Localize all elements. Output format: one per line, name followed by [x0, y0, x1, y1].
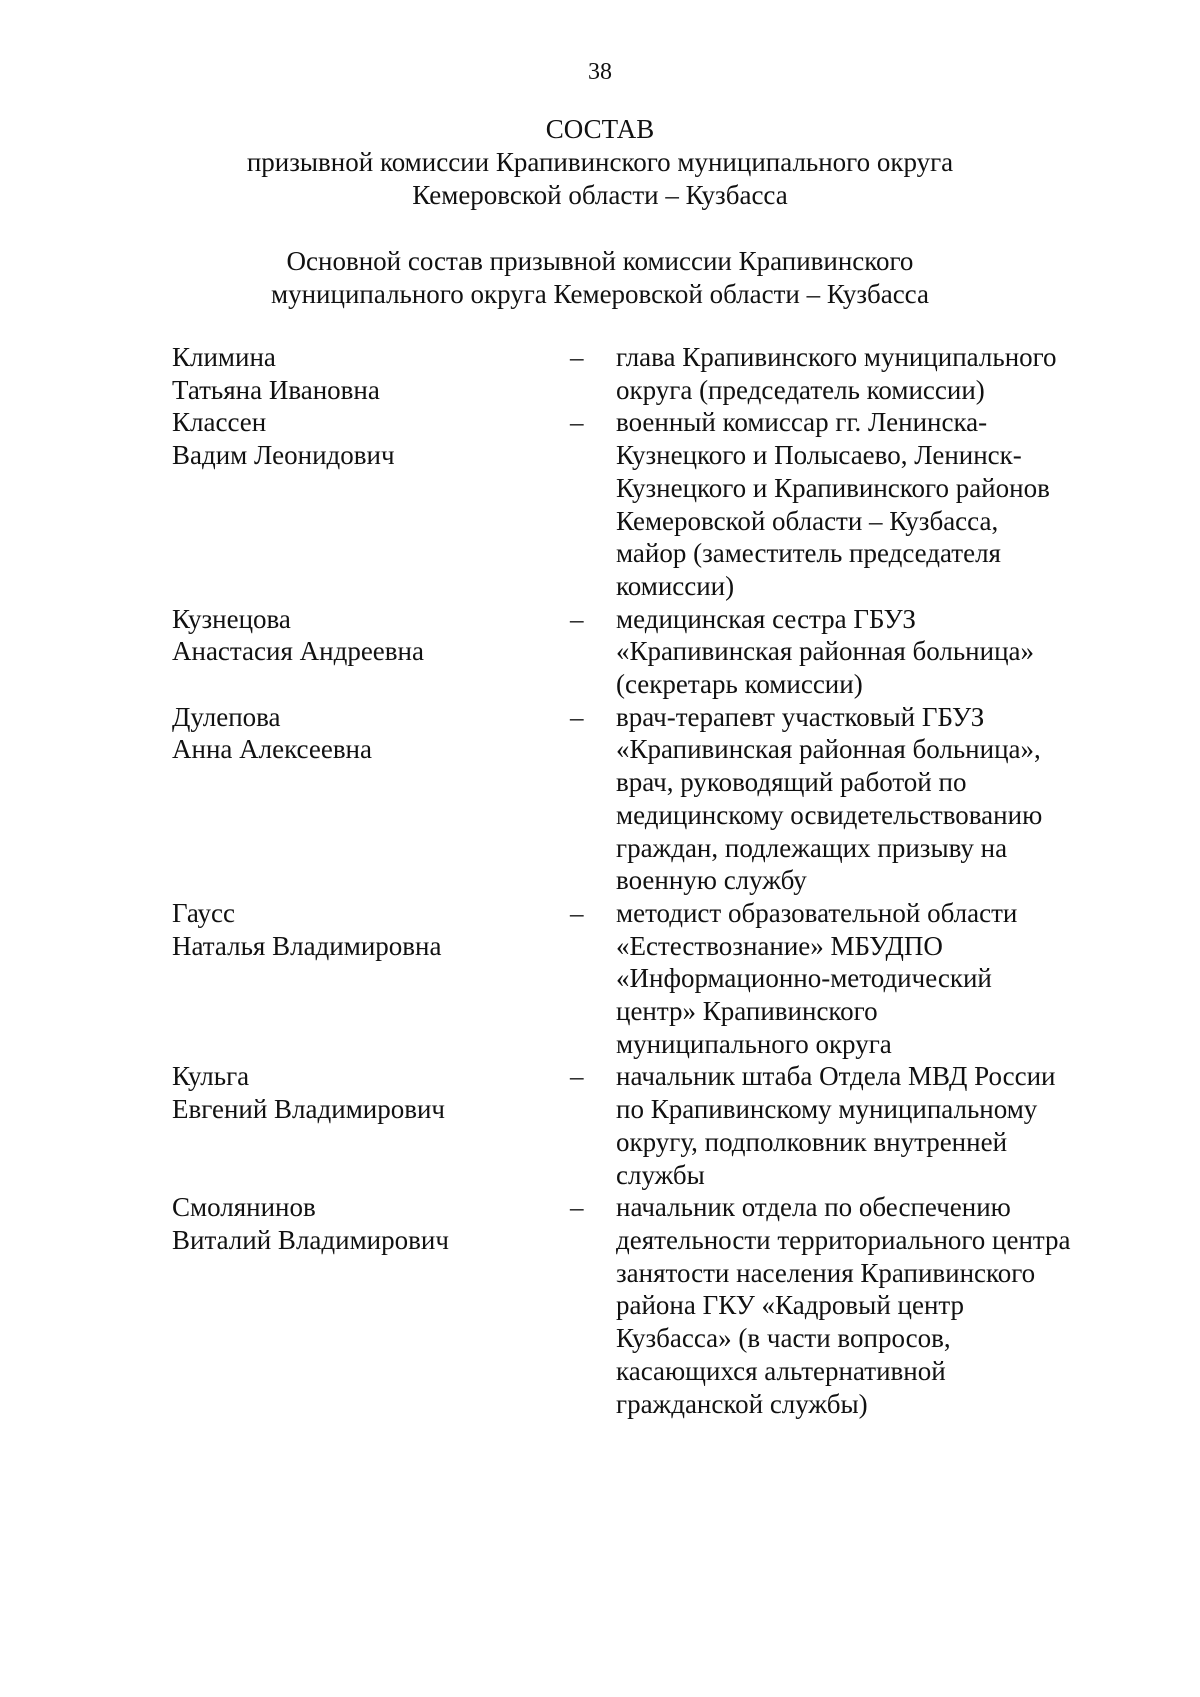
member-surname: Климина: [172, 342, 276, 372]
section-subtitle: [0, 245, 1200, 311]
member-name: [172, 701, 570, 766]
member-role-line: «Крапивинская районная больница»,: [616, 734, 1041, 765]
member-dash: –: [570, 342, 584, 372]
member-role-line: по Крапивинскому муниципальному: [616, 1094, 1038, 1125]
title-line-3: Кемеровской области – Кузбасса: [412, 180, 788, 210]
member-dash: –: [570, 1061, 584, 1092]
member-surname: Классен: [172, 407, 267, 438]
member-role-line: медицинская сестра ГБУЗ: [616, 603, 916, 634]
member-dash: –: [570, 701, 584, 732]
member-name: [172, 406, 570, 471]
member-role-line: медицинскому освидетельствованию: [616, 799, 1043, 830]
member-row: [172, 897, 1112, 1061]
title-line-1: СОСТАВ: [545, 114, 655, 144]
member-row: [172, 1060, 1112, 1191]
member-dash: –: [570, 897, 584, 928]
member-row: [172, 406, 1112, 602]
member-dash: –: [570, 603, 584, 634]
member-role-line: глава Крапивинского муниципального: [616, 342, 1057, 372]
member-role-line: Кузнецкого и Крапивинского районов: [616, 472, 1050, 503]
document-title: [0, 113, 1200, 212]
members-list: [172, 341, 1112, 1420]
member-surname: Дулепова: [172, 701, 281, 732]
member-role-line: деятельности территориального центра: [616, 1224, 1071, 1255]
member-role-line: «Естествознание» МБУДПО: [616, 930, 943, 961]
member-row: [172, 1191, 1112, 1420]
member-role-line: майор (заместитель председателя: [616, 538, 1001, 569]
member-role-line: (секретарь комиссии): [616, 669, 863, 700]
member-surname: Кузнецова: [172, 603, 291, 634]
member-role-line: округу, подполковник внутренней: [616, 1126, 1008, 1157]
member-role-line: гражданской службы): [616, 1388, 868, 1419]
member-role: [616, 897, 1112, 1061]
member-role-line: района ГКУ «Кадровый центр: [616, 1290, 965, 1321]
member-role: [616, 406, 1112, 602]
member-role: [616, 1191, 1112, 1420]
subtitle-line-1: Основной состав призывной комиссии Крапивинского: [286, 246, 914, 276]
member-role-line: центр» Крапивинского: [616, 996, 878, 1027]
page-number: 38: [588, 59, 612, 85]
member-role-line: округа (председатель комиссии): [616, 374, 985, 405]
member-row: [172, 603, 1112, 701]
member-given-names: Вадим Леонидович: [172, 440, 395, 471]
member-given-names: Наталья Владимировна: [172, 930, 442, 961]
member-role: [616, 341, 1112, 406]
member-role-line: врач, руководящий работой по: [616, 767, 967, 798]
member-role-line: начальник отдела по обеспечению: [616, 1192, 1011, 1223]
member-role-line: комиссии): [616, 570, 735, 601]
member-dash: –: [570, 407, 584, 438]
member-dash: –: [570, 1192, 584, 1223]
member-given-names: Евгений Владимирович: [172, 1094, 446, 1125]
member-role: [616, 603, 1112, 701]
member-row: [172, 341, 1112, 406]
member-surname: Смолянинов: [172, 1192, 316, 1223]
member-name: [172, 603, 570, 668]
member-role: [616, 701, 1112, 897]
member-role-line: граждан, подлежащих призыву на: [616, 832, 1008, 863]
member-name: [172, 1060, 570, 1125]
member-role-line: службы: [616, 1159, 705, 1190]
member-role-line: занятости населения Крапивинского: [616, 1257, 1036, 1288]
subtitle-line-2: муниципального округа Кемеровской области – Кузбасса: [271, 279, 929, 309]
member-given-names: Татьяна Ивановна: [172, 374, 380, 405]
member-role-line: начальник штаба Отдела МВД России: [616, 1061, 1056, 1092]
member-role-line: военную службу: [616, 865, 807, 896]
member-name: [172, 341, 570, 406]
member-role: [616, 1060, 1112, 1191]
member-surname: Гаусс: [172, 897, 236, 928]
member-role-line: врач-терапевт участковый ГБУЗ: [616, 701, 985, 732]
member-name: [172, 1191, 570, 1256]
member-surname: Кульга: [172, 1061, 250, 1092]
member-role-line: Кузнецкого и Полысаево, Ленинск-: [616, 440, 1022, 471]
member-role-line: Кемеровской области – Кузбасса,: [616, 505, 999, 536]
member-given-names: Анастасия Андреевна: [172, 636, 424, 667]
member-role-line: касающихся альтернативной: [616, 1355, 946, 1386]
member-role-line: муниципального округа: [616, 1028, 892, 1059]
title-line-2: призывной комиссии Крапивинского муниципального округа: [246, 147, 954, 177]
member-role-line: методист образовательной области: [616, 897, 1018, 928]
member-row: [172, 701, 1112, 897]
member-role-line: «Крапивинская районная больница»: [616, 636, 1035, 667]
member-name: [172, 897, 570, 962]
member-given-names: Виталий Владимирович: [172, 1224, 449, 1255]
member-role-line: военный комиссар гг. Ленинска-: [616, 407, 988, 438]
member-role-line: Кузбасса» (в части вопросов,: [616, 1323, 951, 1354]
member-role-line: «Информационно-методический: [616, 963, 992, 994]
member-given-names: Анна Алексеевна: [172, 734, 372, 765]
